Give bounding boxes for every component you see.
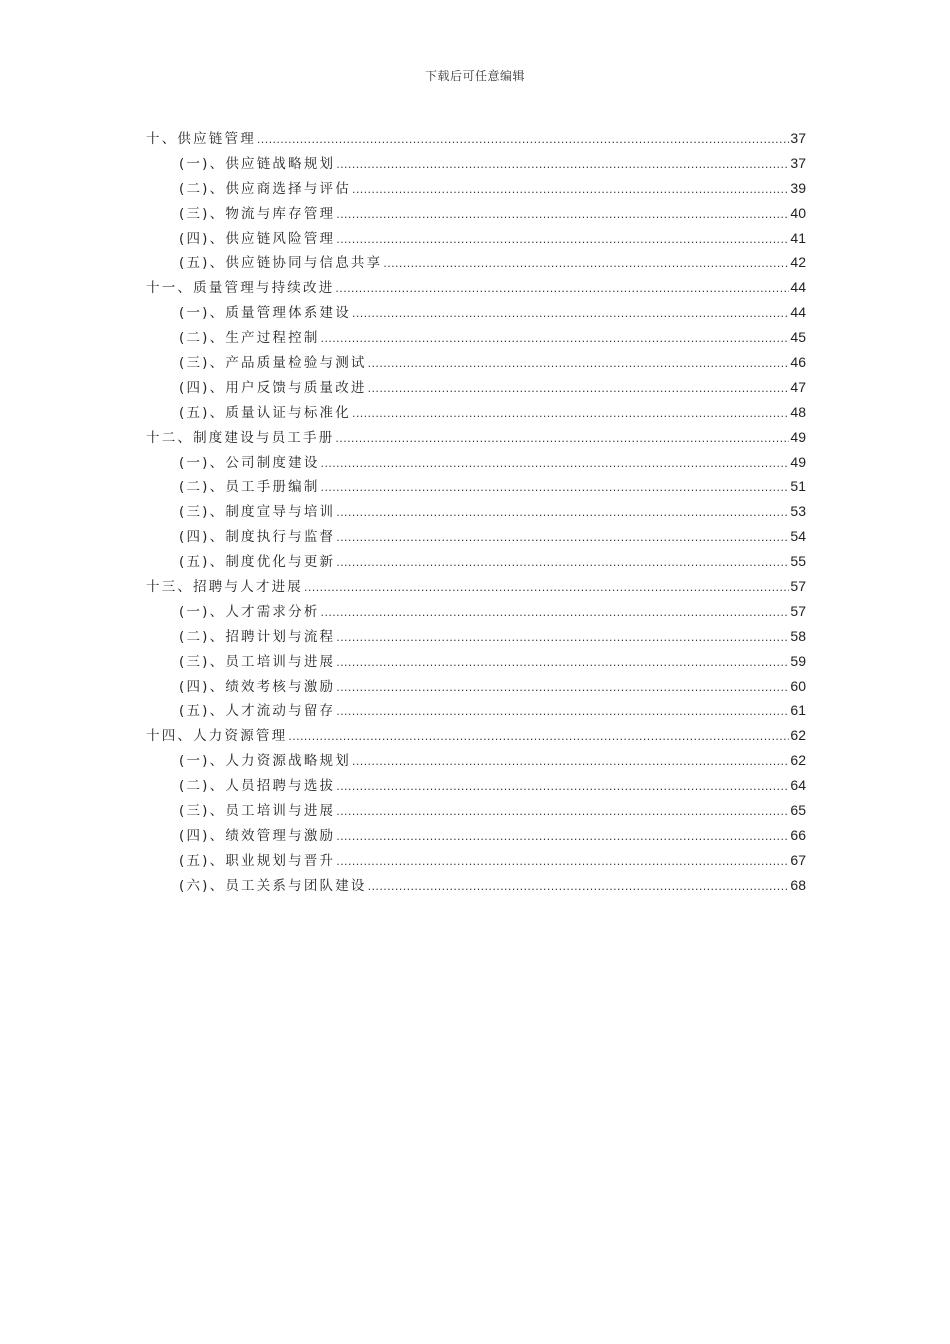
toc-entry-title: (一)、公司制度建设 <box>179 454 320 471</box>
toc-entry-title: (二)、招聘计划与流程 <box>179 628 336 645</box>
toc-section-entry[interactable] <box>146 375 806 400</box>
toc-entry-title: 十三、招聘与人才进展 <box>146 579 303 596</box>
toc-chapter-entry[interactable] <box>146 126 806 151</box>
toc-page-number: 37 <box>790 154 806 171</box>
toc-section-entry[interactable] <box>146 524 806 549</box>
toc-dot-leader <box>321 452 790 477</box>
toc-dot-leader <box>336 850 789 875</box>
toc-section-entry[interactable] <box>146 624 806 649</box>
toc-entry-title: 十一、质量管理与持续改进 <box>146 280 335 297</box>
toc-dot-leader <box>352 178 789 203</box>
toc-entry-title: 十四、人力资源管理 <box>146 728 288 745</box>
toc-chapter-entry[interactable] <box>146 425 806 450</box>
toc-entry-title: (四)、用户反馈与质量改进 <box>179 379 367 396</box>
toc-section-entry[interactable] <box>146 823 806 848</box>
toc-page-number: 58 <box>790 627 806 644</box>
toc-section-entry[interactable] <box>146 300 806 325</box>
toc-section-entry[interactable] <box>146 325 806 350</box>
toc-entry-title: 十二、制度建设与员工手册 <box>146 429 335 446</box>
toc-section-entry[interactable] <box>146 450 806 475</box>
toc-page-number: 53 <box>790 503 806 520</box>
toc-dot-leader <box>368 352 790 377</box>
toc-dot-leader <box>335 277 789 302</box>
toc-section-entry[interactable] <box>146 474 806 499</box>
toc-dot-leader <box>368 875 790 900</box>
toc-page-number: 49 <box>790 428 806 445</box>
toc-page-number: 60 <box>790 677 806 694</box>
toc-entry-title: (五)、制度优化与更新 <box>179 554 336 571</box>
toc-section-entry[interactable] <box>146 350 806 375</box>
toc-entry-title: (三)、产品质量检验与测试 <box>179 355 367 372</box>
toc-page-number: 44 <box>790 304 806 321</box>
toc-entry-title: 十、供应链管理 <box>146 131 256 147</box>
table-of-contents <box>146 126 806 898</box>
toc-dot-leader <box>321 327 790 352</box>
toc-entry-title: (五)、职业规划与晋升 <box>179 852 336 869</box>
toc-section-entry[interactable] <box>146 873 806 898</box>
toc-entry-title: (三)、员工培训与进展 <box>179 803 336 820</box>
toc-entry-title: (二)、人员招聘与选拔 <box>179 778 336 795</box>
toc-dot-leader <box>383 252 789 277</box>
toc-page-number: 42 <box>790 254 806 271</box>
toc-page-number: 62 <box>790 727 806 744</box>
toc-section-entry[interactable] <box>146 649 806 674</box>
toc-dot-leader <box>336 526 789 551</box>
toc-page-number: 49 <box>790 453 806 470</box>
toc-section-entry[interactable] <box>146 226 806 251</box>
toc-page-number: 41 <box>790 229 806 246</box>
toc-section-entry[interactable] <box>146 499 806 524</box>
toc-page-number: 51 <box>790 478 806 495</box>
toc-section-entry[interactable] <box>146 400 806 425</box>
toc-dot-leader <box>288 725 789 750</box>
toc-entry-title: (五)、质量认证与标准化 <box>179 404 351 421</box>
toc-entry-title: (一)、质量管理体系建设 <box>179 305 351 322</box>
toc-page-number: 61 <box>790 702 806 719</box>
toc-dot-leader <box>321 601 790 626</box>
toc-dot-leader <box>368 377 790 402</box>
toc-section-entry[interactable] <box>146 176 806 201</box>
toc-entry-title: (六)、员工关系与团队建设 <box>179 877 367 894</box>
toc-page-number: 46 <box>790 354 806 371</box>
toc-entry-title: (三)、员工培训与进展 <box>179 653 336 670</box>
toc-dot-leader <box>352 750 789 775</box>
toc-chapter-entry[interactable] <box>146 574 806 599</box>
toc-section-entry[interactable] <box>146 848 806 873</box>
toc-section-entry[interactable] <box>146 250 806 275</box>
toc-page-number: 59 <box>790 652 806 669</box>
toc-dot-leader <box>336 800 789 825</box>
toc-entry-title: (三)、制度宣导与培训 <box>179 504 336 521</box>
toc-page-number: 39 <box>790 179 806 196</box>
toc-entry-title: (二)、员工手册编制 <box>179 479 320 496</box>
toc-dot-leader <box>336 775 789 800</box>
toc-entry-title: (四)、供应链风险管理 <box>179 230 336 247</box>
toc-chapter-entry[interactable] <box>146 275 806 300</box>
toc-section-entry[interactable] <box>146 748 806 773</box>
toc-dot-leader <box>336 626 789 651</box>
toc-page-number: 62 <box>790 752 806 769</box>
toc-section-entry[interactable] <box>146 773 806 798</box>
toc-dot-leader <box>336 228 789 253</box>
toc-page-number: 57 <box>790 578 806 595</box>
toc-page-number: 37 <box>790 130 806 146</box>
toc-page-number: 40 <box>790 204 806 221</box>
toc-dot-leader <box>336 203 789 228</box>
toc-dot-leader <box>352 302 789 327</box>
toc-entry-title: (四)、制度执行与监督 <box>179 529 336 546</box>
toc-entry-title: (三)、物流与库存管理 <box>179 205 336 222</box>
toc-entry-title: (二)、供应商选择与评估 <box>179 180 351 197</box>
toc-page-number: 66 <box>790 826 806 843</box>
toc-entry-title: (一)、供应链战略规划 <box>179 155 336 172</box>
toc-dot-leader <box>336 676 789 701</box>
toc-entry-title: (一)、人才需求分析 <box>179 603 320 620</box>
toc-dot-leader <box>257 128 790 153</box>
toc-page-number: 45 <box>790 329 806 346</box>
toc-section-entry[interactable] <box>146 698 806 723</box>
toc-dot-leader <box>352 402 789 427</box>
toc-section-entry[interactable] <box>146 674 806 699</box>
toc-page-number: 65 <box>790 802 806 819</box>
toc-section-entry[interactable] <box>146 549 806 574</box>
toc-dot-leader <box>335 427 789 452</box>
toc-entry-title: (五)、人才流动与留存 <box>179 703 336 720</box>
toc-page-number: 68 <box>790 876 806 893</box>
toc-dot-leader <box>336 501 789 526</box>
toc-dot-leader <box>336 651 789 676</box>
toc-chapter-entry[interactable] <box>146 723 806 748</box>
toc-page-number: 55 <box>790 553 806 570</box>
toc-dot-leader <box>336 551 789 576</box>
toc-section-entry[interactable] <box>146 201 806 226</box>
toc-entry-title: (四)、绩效考核与激励 <box>179 678 336 695</box>
toc-section-entry[interactable] <box>146 599 806 624</box>
toc-entry-title: (一)、人力资源战略规划 <box>179 753 351 770</box>
toc-page-number: 64 <box>790 777 806 794</box>
toc-page-number: 67 <box>790 851 806 868</box>
toc-dot-leader <box>336 700 789 725</box>
toc-entry-title: (四)、绩效管理与激励 <box>179 827 336 844</box>
toc-dot-leader <box>321 476 790 501</box>
toc-entry-title: (五)、供应链协同与信息共享 <box>179 255 383 272</box>
toc-section-entry[interactable] <box>146 151 806 176</box>
toc-page-number: 44 <box>790 279 806 296</box>
toc-dot-leader <box>336 153 789 178</box>
toc-dot-leader <box>304 576 789 601</box>
toc-page-number: 48 <box>790 403 806 420</box>
page-header: 下载后可任意编辑 <box>424 69 525 83</box>
toc-entry-title: (二)、生产过程控制 <box>179 330 320 347</box>
toc-page-number: 57 <box>790 602 806 619</box>
toc-dot-leader <box>336 825 789 850</box>
toc-page-number: 47 <box>790 378 806 395</box>
toc-section-entry[interactable] <box>146 798 806 823</box>
toc-page-number: 54 <box>790 528 806 545</box>
